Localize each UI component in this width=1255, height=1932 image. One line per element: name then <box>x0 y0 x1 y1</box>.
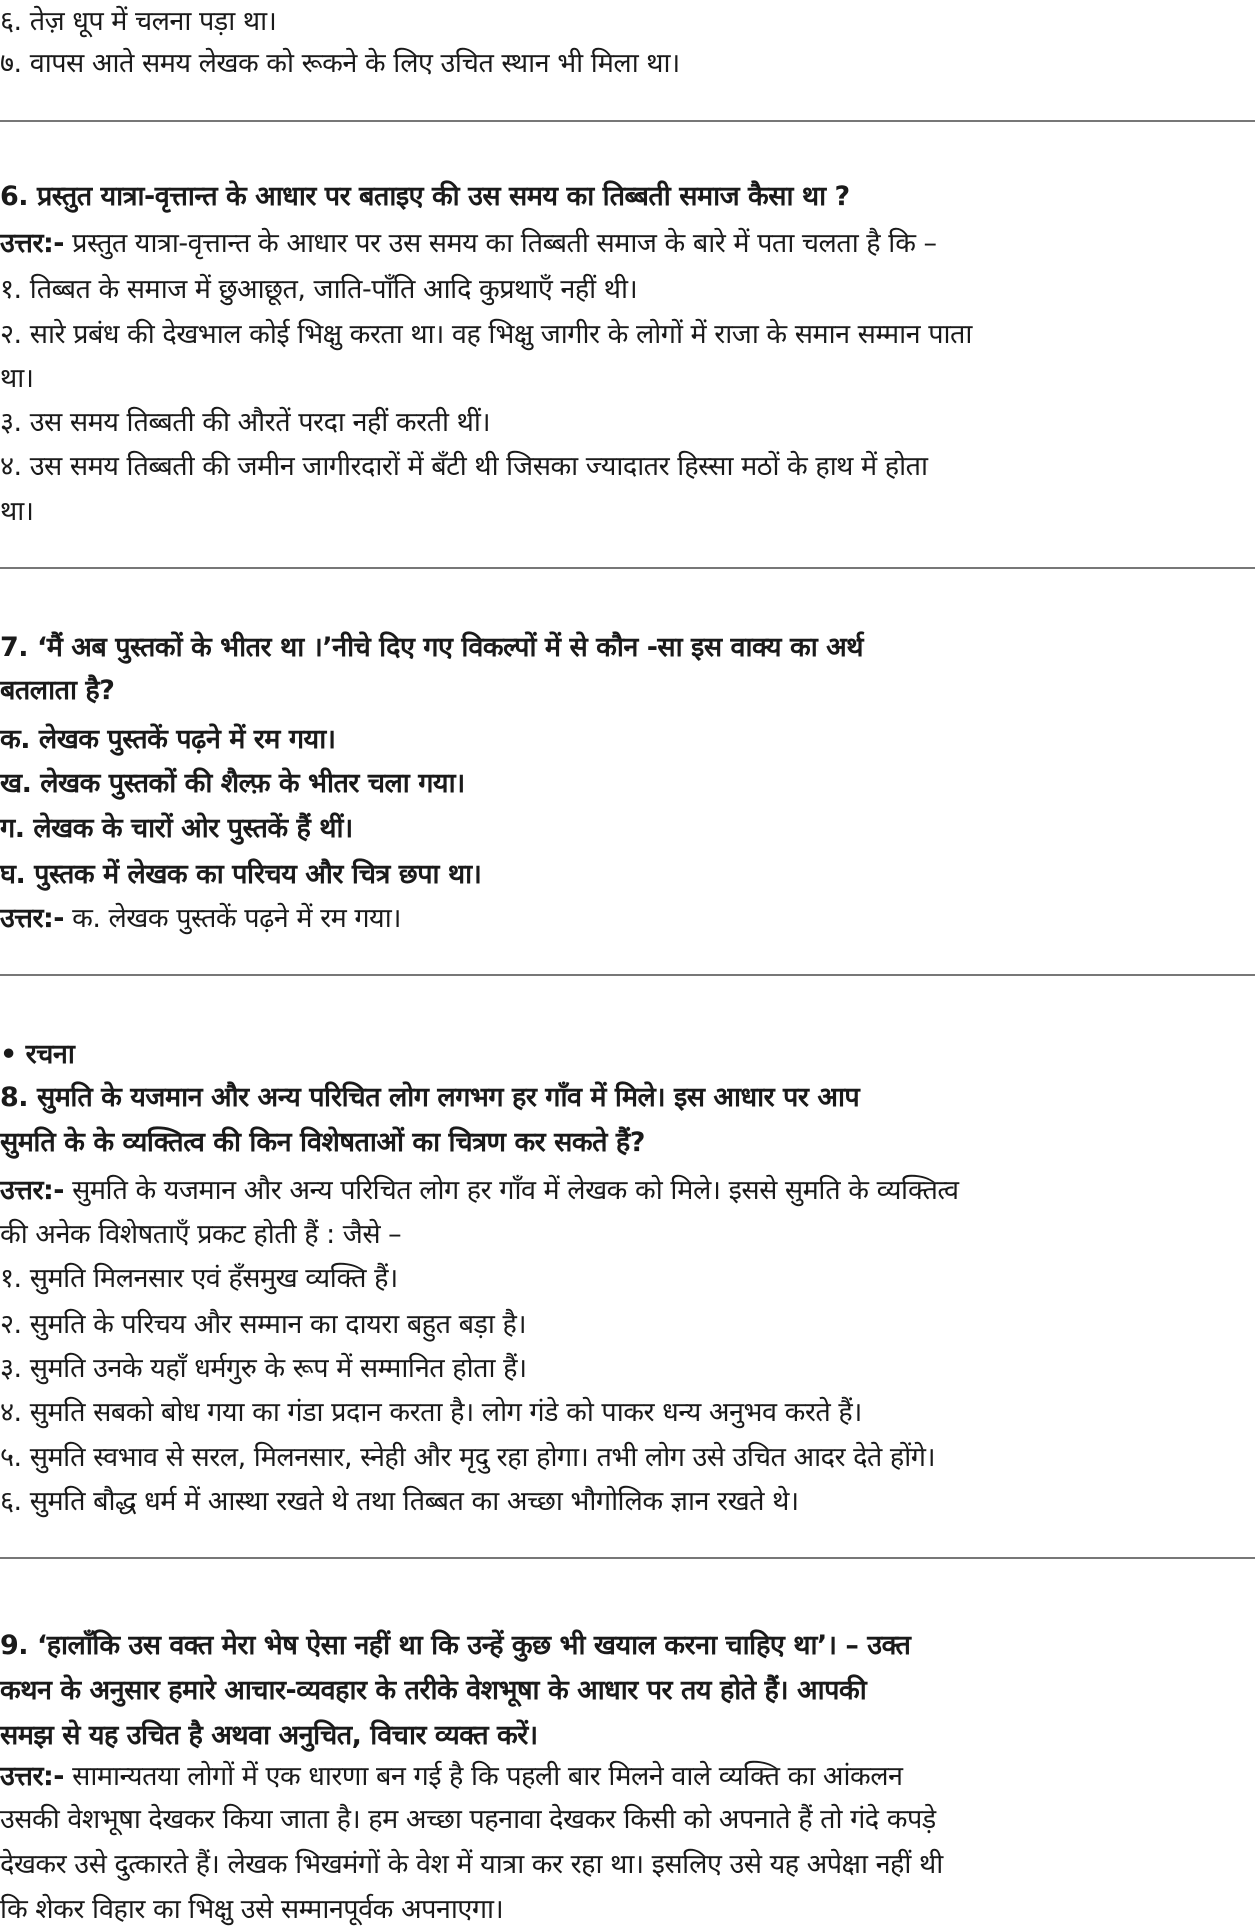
option-ka: क. लेखक पुस्तकें पढ़ने में रम गया। <box>0 724 336 755</box>
answer-6-point: १. तिब्बत के समाज में छुआछूत, जाति-पाँति आदि कुप्रथाएँ नहीं थी। <box>0 274 638 305</box>
question-8: सुमति के के व्यक्तित्व की किन विशेषताओं का चित्रण कर सकते हैं? <box>0 1127 645 1158</box>
answer-6-point: था। <box>0 363 34 394</box>
answer-6-point: ४. उस समय तिब्बती की जमीन जागीरदारों में बँटी थी जिसका ज्यादातर हिस्सा मठों के हाथ में होता <box>0 451 928 482</box>
question-8: 8. सुमति के यजमान और अन्य परिचित लोग लगभग हर गाँव में मिले। इस आधार पर आप <box>0 1082 860 1113</box>
answer-9 <box>0 1755 903 1799</box>
section-heading: • रचना <box>0 1039 75 1070</box>
answer-9-line: उसकी वेशभूषा देखकर किया जाता है। हम अच्छा पहनावा देखकर किसी को अपनाते हैं तो गंदे कपड़े <box>0 1804 936 1835</box>
answer-label: उत्तर:- <box>0 228 64 259</box>
answer-8-point: २. सुमति के परिचय और सम्मान का दायरा बहुत बड़ा है। <box>0 1309 527 1340</box>
prev-point-6: ६. तेज़ धूप में चलना पड़ा था। <box>0 6 277 37</box>
answer-label: उत्तर:- <box>0 903 64 934</box>
answer-label: उत्तर:- <box>0 1761 64 1792</box>
answer-text: सामान्यतया लोगों में एक धारणा बन गई है कि पहली बार मिलने वाले व्यक्ति का आंकलन <box>64 1761 903 1792</box>
answer-7 <box>0 897 401 941</box>
answer-9-line: कि शेकर विहार का भिक्षु उसे सम्मानपूर्वक अपनाएगा। <box>0 1894 504 1925</box>
answer-8-intro: की अनेक विशेषताएँ प्रकट होती हैं : जैसे – <box>0 1219 402 1250</box>
answer-6-point: २. सारे प्रबंध की देखभाल कोई भिक्षु करता था। वह भिक्षु जागीर के लोगों में राजा के समान सम्मान पाता <box>0 319 972 350</box>
divider <box>0 1557 1255 1559</box>
answer-text: सुमति के यजमान और अन्य परिचित लोग हर गाँव में लेखक को मिले। इससे सुमति के व्यक्तित्व <box>64 1175 959 1206</box>
answer-text: प्रस्तुत यात्रा-वृत्तान्त के आधार पर उस समय का तिब्बती समाज के बारे में पता चलता है कि – <box>64 228 937 259</box>
option-ga: ग. लेखक के चारों ओर पुस्तकें हैं थीं। <box>0 813 353 844</box>
question-9: 9. ‘हालाँकि उस वक्त मेरा भेष ऐसा नहीं था कि उन्हें कुछ भी खयाल करना चाहिए था’। – उक्त <box>0 1630 911 1661</box>
question-9: समझ से यह उचित है अथवा अनुचित, विचार व्यक्त करें। <box>0 1720 538 1751</box>
answer-6-point: था। <box>0 496 34 527</box>
answer-8-point: ६. सुमति बौद्ध धर्म में आस्था रखते थे तथा तिब्बत का अच्छा भौगोलिक ज्ञान रखते थे। <box>0 1486 799 1517</box>
option-kha: ख. लेखक पुस्तकों की शैल्फ़ के भीतर चला गया। <box>0 768 465 799</box>
divider <box>0 974 1255 976</box>
answer-9-line: देखकर उसे दुत्कारते हैं। लेखक भिखमंगों के वेश में यात्रा कर रहा था। इसलिए उसे यह अपेक्षा नहीं थी <box>0 1849 943 1880</box>
answer-text: क. लेखक पुस्तकें पढ़ने में रम गया। <box>64 903 401 934</box>
answer-8-point: ४. सुमति सबको बोध गया का गंडा प्रदान करता है। लोग गंडे को पाकर धन्य अनुभव करते हैं। <box>0 1397 862 1428</box>
question-9: कथन के अनुसार हमारे आचार-व्यवहार के तरीके वेशभूषा के आधार पर तय होते हैं। आपकी <box>0 1675 867 1706</box>
answer-6-intro <box>0 222 937 266</box>
question-7: बतलाता है? <box>0 675 115 706</box>
divider <box>0 120 1255 122</box>
option-gha: घ. पुस्तक में लेखक का परिचय और चित्र छपा था। <box>0 859 482 890</box>
question-7: 7. ‘मैं अब पुस्तकों के भीतर था ।’नीचे दिए गए विकल्पों में से कौन -सा इस वाक्य का अर्थ <box>0 632 863 663</box>
answer-label: उत्तर:- <box>0 1175 64 1206</box>
question-6: 6. प्रस्तुत यात्रा-वृत्तान्त के आधार पर बताइए की उस समय का तिब्बती समाज कैसा था ? <box>0 181 850 212</box>
divider <box>0 567 1255 569</box>
answer-8-point: ५. सुमति स्वभाव से सरल, मिलनसार, स्नेही और मृदु रहा होगा। तभी लोग उसे उचित आदर देते होंगे। <box>0 1442 936 1473</box>
prev-point-7: ७. वापस आते समय लेखक को रूकने के लिए उचित स्थान भी मिला था। <box>0 48 680 79</box>
answer-6-point: ३. उस समय तिब्बती की औरतें परदा नहीं करती थीं। <box>0 407 491 438</box>
answer-8-intro <box>0 1169 959 1213</box>
answer-8-point: ३. सुमति उनके यहाँ धर्मगुरु के रूप में सम्मानित होता हैं। <box>0 1353 527 1384</box>
answer-8-point: १. सुमति मिलनसार एवं हँसमुख व्यक्ति हैं। <box>0 1263 398 1294</box>
